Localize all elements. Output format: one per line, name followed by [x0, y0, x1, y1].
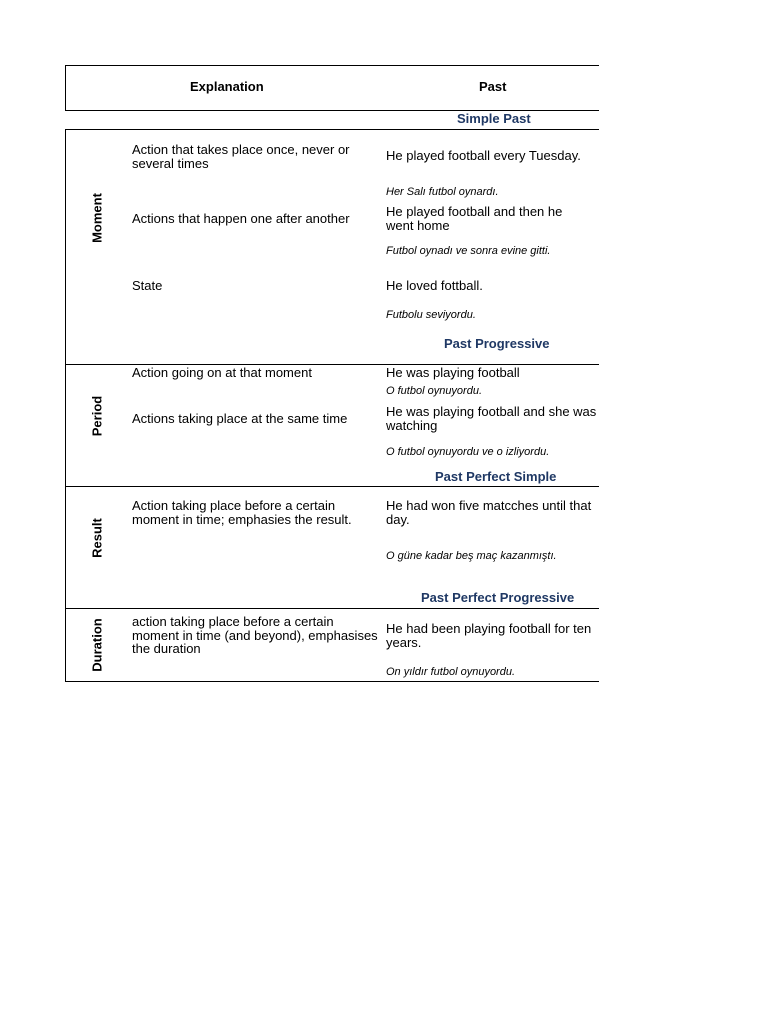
simple-past-divider [65, 129, 599, 130]
example-cell: He played football every Tuesday. [386, 148, 581, 163]
example-cell: He loved fottball. [386, 278, 483, 293]
section-title-past-progressive: Past Progressive [444, 336, 550, 351]
section-title-past-perfect-progressive: Past Perfect Progressive [421, 590, 575, 605]
table-top-border [65, 65, 599, 66]
translation-cell: O futbol oynuyordu ve o izliyordu. [386, 446, 550, 458]
explanation-header: Explanation [190, 79, 264, 94]
translation-cell: O güne kadar beş maç kazanmıştı. [386, 550, 557, 562]
header-left-border [65, 65, 66, 111]
section-title-simple-past: Simple Past [457, 111, 531, 126]
explanation-cell: State [132, 278, 163, 293]
explanation-cell: Action that takes place once, never or several times [132, 142, 350, 171]
left-border [65, 130, 66, 308]
category-label-moment: Moment [89, 193, 105, 243]
example-cell: He was playing football [386, 365, 520, 380]
translation-cell: O futbol oynuyordu. [386, 385, 483, 397]
category-label-duration: Duration [89, 618, 105, 672]
category-label-period: Period [89, 395, 105, 437]
category-label-result: Result [89, 518, 105, 558]
section-title-past-perfect-simple: Past Perfect Simple [435, 469, 557, 484]
explanation-cell: Action going on at that moment [132, 365, 312, 380]
example-cell: He played football and then he went home [386, 204, 563, 233]
table-bottom-border [65, 681, 599, 682]
past-perfect-progressive-divider [65, 608, 599, 609]
explanation-cell: Actions taking place at the same time [132, 411, 348, 426]
past-perfect-simple-divider [65, 486, 599, 487]
explanation-cell: Actions that happen one after another [132, 211, 350, 226]
translation-cell: Her Salı futbol oynardı. [386, 186, 499, 198]
translation-cell: Futbolu seviyordu. [386, 309, 476, 321]
example-cell: He had been playing football for ten years. [386, 621, 592, 650]
example-cell: He had won five matcches until that day. [386, 498, 592, 527]
past-header: Past [479, 79, 507, 94]
translation-cell: Futbol oynadı ve sonra evine gitti. [386, 245, 551, 257]
translation-cell: On yıldır futbol oynuyordu. [386, 666, 516, 678]
explanation-cell: action taking place before a certain moment in time (and beyond), emphasises the duration [132, 614, 378, 656]
explanation-cell: Action taking place before a certain moment in time; emphasies the result. [132, 498, 352, 527]
example-cell: He was playing football and she was watching [386, 404, 597, 433]
